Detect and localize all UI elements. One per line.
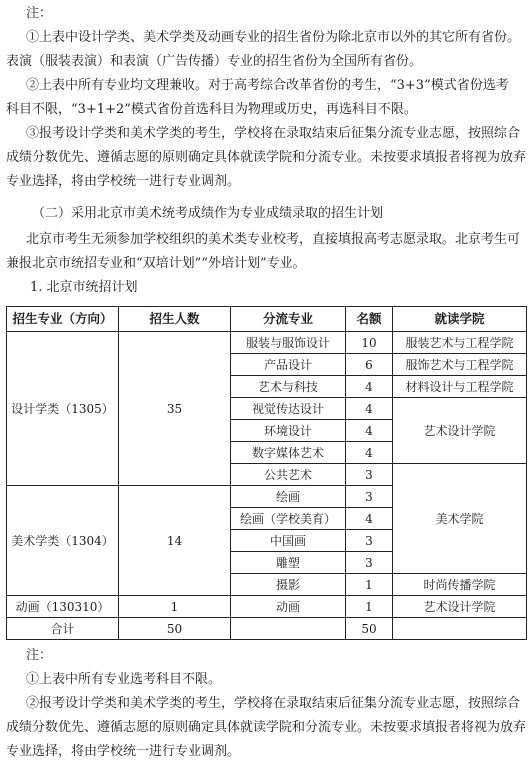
college: 材料设计与工程学院 [393, 376, 527, 398]
quota: 1 [346, 596, 393, 618]
table-row [7, 596, 527, 618]
sub-major: 中国画 [231, 530, 346, 552]
section-heading: （二）采用北京市美术统考成绩作为专业成绩录取的招生计划 [32, 206, 384, 221]
header-major: 招生专业（方向） [7, 307, 119, 332]
subsection-title: 1. 北京市统招计划 [30, 280, 138, 295]
header-count: 招生人数 [119, 307, 231, 332]
section-paragraph-line-1: 北京市考生无须参加学校组织的美术类专业校考，直接填报高考志愿录取。北京考生可 [26, 232, 521, 247]
total-empty [393, 618, 527, 640]
notes-label: 注： [26, 6, 53, 21]
note-3-line-2: 成绩分数优先、遵循志愿的原则确定具体就读学院和分流专业。未按要求填报者将视为放弃 [6, 150, 527, 165]
header-sub-major: 分流专业 [231, 307, 346, 332]
major-art: 美术学类（1304） [7, 486, 119, 596]
sub-major: 绘画 [231, 486, 346, 508]
sub-major: 视觉传达设计 [231, 398, 346, 420]
count-art: 14 [119, 486, 231, 596]
total-count: 50 [119, 618, 231, 640]
sub-major: 产品设计 [231, 354, 346, 376]
sub-major: 绘画（学校美育） [231, 508, 346, 530]
sub-major: 数字媒体艺术 [231, 442, 346, 464]
quota: 6 [346, 354, 393, 376]
sub-major: 摄影 [231, 574, 346, 596]
total-quota: 50 [346, 618, 393, 640]
total-empty [231, 618, 346, 640]
enrollment-plan-table [6, 306, 527, 640]
table-total-row [7, 618, 527, 640]
bottom-note-1: ①上表中所有专业选考科目不限。 [26, 672, 222, 687]
header-quota: 名额 [346, 307, 393, 332]
sub-major: 艺术与科技 [231, 376, 346, 398]
bottom-note-2-line-1: ②报考设计学类和美术学类的考生，学校将在录取结束后征集分流专业志愿，按照综合 [26, 696, 521, 711]
major-animation: 动画（130310） [7, 596, 119, 618]
section-paragraph-line-2: 兼报北京市统招专业和“双培计划”“外培计划”专业。 [6, 256, 306, 271]
note-1-line-2: 表演（服装表演）和表演（广告传播）专业的招生省份为全国所有省份。 [6, 54, 423, 69]
quota: 4 [346, 508, 393, 530]
bottom-note-2-line-3: 专业选择，将由学校统一进行专业调剂。 [6, 744, 241, 759]
college: 艺术设计学院 [393, 596, 527, 618]
quota: 4 [346, 376, 393, 398]
bottom-note-2-line-2: 成绩分数优先、遵循志愿的原则确定具体就读学院和分流专业。未按要求填报者将视为放弃 [6, 720, 527, 735]
quota: 3 [346, 464, 393, 486]
quota: 4 [346, 442, 393, 464]
sub-major: 服装与服饰设计 [231, 332, 346, 354]
college: 美术学院 [393, 464, 527, 574]
quota: 3 [346, 530, 393, 552]
note-2-line-1: ②上表中所有专业均文理兼收。对于高考综合改革省份的考生，“3+3”模式省份选考 [26, 78, 509, 93]
sub-major: 环境设计 [231, 420, 346, 442]
quota: 4 [346, 420, 393, 442]
college: 艺术设计学院 [393, 398, 527, 464]
major-design: 设计学类（1305） [7, 332, 119, 486]
sub-major: 雕塑 [231, 552, 346, 574]
total-label: 合计 [7, 618, 119, 640]
quota: 3 [346, 486, 393, 508]
college: 服装艺术与工程学院 [393, 332, 527, 354]
college: 服饰艺术与工程学院 [393, 354, 527, 376]
sub-major: 动画 [231, 596, 346, 618]
count-animation: 1 [119, 596, 231, 618]
note-3-line-3: 专业选择，将由学校统一进行专业调剂。 [6, 174, 241, 189]
table-row [7, 332, 527, 354]
header-college: 就读学院 [393, 307, 527, 332]
note-3-line-1: ③报考设计学类和美术学类的考生，学校将在录取结束后征集分流专业志愿，按照综合 [26, 126, 521, 141]
quota: 10 [346, 332, 393, 354]
quota: 4 [346, 398, 393, 420]
quota: 1 [346, 574, 393, 596]
bottom-notes-label: 注： [26, 648, 53, 663]
table-header-row [7, 307, 527, 332]
count-design: 35 [119, 332, 231, 486]
note-2-line-2: 科目不限，“3+1+2”模式省份首选科目为物理或历史，再选科目不限。 [6, 102, 417, 117]
sub-major: 公共艺术 [231, 464, 346, 486]
note-1-line-1: ①上表中设计学类、美术学类及动画专业的招生省份为除北京市以外的其它所有省份。 [26, 30, 521, 45]
college: 时尚传播学院 [393, 574, 527, 596]
quota: 3 [346, 552, 393, 574]
